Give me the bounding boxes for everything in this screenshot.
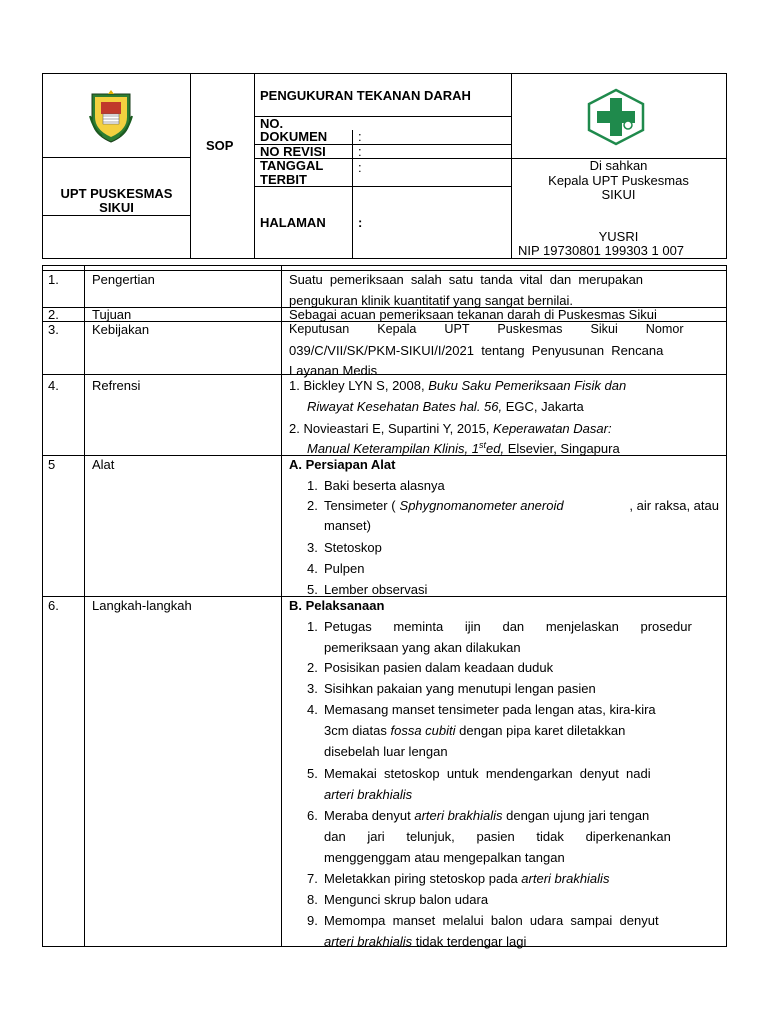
tanggal-label-2: TERBIT [260, 172, 307, 187]
halaman-value: : [358, 215, 363, 230]
alat-item-2-number: 2. [307, 498, 318, 513]
alat-item-1-text: Baki beserta alasnya [324, 478, 445, 493]
tanggal-label-1: TANGGAL [260, 158, 324, 173]
no-dokumen-value: : [358, 129, 362, 144]
row-3-text-line-3: Layanan Medis [289, 363, 378, 378]
step-7-number: 7. [307, 871, 318, 886]
alat-item-2-text: Tensimeter ( Sphygnomanometer aneroid , air raksa, atau [324, 498, 719, 513]
approval-line-1: Di sahkan [589, 158, 648, 173]
reference-1-line-2: Riwayat Kesehatan Bates hal. 56, EGC, Jakarta [307, 399, 584, 414]
step-3-text: Sisihkan pakaian yang menutupi lengan pasien [324, 681, 596, 696]
step-5-line-1: Memakai stetoskop untuk mendengarkan denyut nadi [324, 766, 651, 781]
row-3-number: 3. [48, 322, 59, 337]
no-dokumen-label-1: NO. [260, 116, 284, 131]
row-6-label: Langkah-langkah [92, 598, 192, 613]
step-1-number: 1. [307, 619, 318, 634]
reference-1-line-1: 1. Bickley LYN S, 2008, Buku Saku Pemeriksaan Fisik dan [289, 378, 627, 393]
step-7-text: Meletakkan piring stetoskop pada arteri brakhialis [324, 871, 610, 886]
row-2-text: Sebagai acuan pemeriksaan tekanan darah di Puskesmas Sikui [289, 307, 657, 322]
approver-nip: NIP 19730801 199303 1 007 [518, 243, 685, 258]
alat-item-5-text: Lember observasi [324, 582, 428, 597]
header-left-border [42, 73, 43, 259]
step-9-line-2: arteri brakhialis tidak terdengar lagi [324, 934, 527, 949]
body-row-line-3 [42, 374, 727, 375]
step-2-text: Posisikan pasien dalam keadaan duduk [324, 660, 554, 675]
approver-name: YUSRI [598, 229, 639, 244]
step-9-number: 9. [307, 913, 318, 928]
step-6-line-1: Meraba denyut arteri brakhialis dengan ujung jari tengan [324, 808, 650, 823]
alat-item-3-text: Stetoskop [324, 540, 382, 555]
org-name-line-1: UPT PUSKESMAS [60, 186, 173, 201]
row-1-text-line-1: Suatu pemeriksaan salah satu tanda vital dan merupakan [289, 272, 643, 287]
step-5-line-2: arteri brakhialis [324, 787, 413, 802]
reference-2-line-1: 2. Novieastari E, Supartini Y, 2015, Keperawatan Dasar: [289, 421, 612, 436]
document-title: PENGUKURAN TEKANAN DARAH [260, 88, 471, 103]
row-5-label: Alat [92, 457, 115, 472]
reference-2-line-2: Manual Keterampilan Klinis, 1sted, Elsevier, Singapura [307, 440, 620, 456]
no-dokumen-label-2: DOKUMEN [260, 129, 328, 144]
row-6-number: 6. [48, 598, 59, 613]
step-4-line-3: disebelah luar lengan [324, 744, 448, 759]
approval-line-2: Kepala UPT Puskesmas [548, 173, 689, 188]
step-6-line-2: dan jari telunjuk, pasien tidak diperkenankan [324, 829, 671, 844]
header-right-border [726, 73, 727, 259]
row-2-number: 2. [48, 307, 59, 322]
step-4-line-1: Memasang manset tensimeter pada lengan atas, kira-kira [324, 702, 656, 717]
no-revisi-value: : [358, 144, 362, 159]
approval-line-3: SIKUI [601, 187, 636, 202]
sop-label: SOP [206, 138, 234, 153]
alat-item-4-number: 4. [307, 561, 318, 576]
row-5-number: 5 [48, 457, 56, 472]
puskesmas-cross-logo [585, 88, 647, 146]
row-1-label: Pengertian [92, 272, 155, 287]
header-divider-3 [352, 130, 353, 259]
alat-heading: A. Persiapan Alat [289, 457, 396, 472]
step-1-line-1: Petugas meminta ijin dan menjelaskan prosedur [324, 619, 692, 634]
row-3-label: Kebijakan [92, 322, 150, 337]
header-left-row-line-1 [42, 157, 191, 158]
body-left-border [42, 265, 43, 947]
step-8-text: Mengunci skrup balon udara [324, 892, 489, 907]
tanggal-value: : [358, 160, 362, 175]
step-8-number: 8. [307, 892, 318, 907]
step-4-line-2: 3cm diatas fossa cubiti dengan pipa karet diletakkan [324, 723, 626, 738]
no-revisi-label: NO REVISI [260, 144, 326, 159]
body-top-border [42, 265, 727, 266]
step-3-number: 3. [307, 681, 318, 696]
step-4-number: 4. [307, 702, 318, 717]
header-bottom-border [42, 258, 727, 259]
regency-logo [88, 86, 134, 144]
body-row-line-0 [42, 270, 727, 271]
header-divider-1 [190, 73, 191, 259]
org-name-line-2: SIKUI [99, 200, 134, 215]
row-1-text-line-2: pengukuran klinik kuantitatif yang sangat bernilai. [289, 293, 574, 308]
header-mid-row-line-1 [254, 116, 512, 117]
body-col-divider-1 [84, 265, 85, 947]
header-left-row-line-2 [42, 215, 191, 216]
row-2-label: Tujuan [92, 307, 132, 322]
step-6-line-3: menggenggam atau mengepalkan tangan [324, 850, 565, 865]
step-9-line-1: Memompa manset melalui balon udara sampai denyut [324, 913, 659, 928]
row-3-text-line-2: 039/C/VII/SK/PKM-SIKUI/I/2021 tentang Penyusunan Rencana [289, 343, 664, 358]
step-2-number: 2. [307, 660, 318, 675]
alat-item-2-continued: manset) [324, 518, 371, 533]
step-5-number: 5. [307, 766, 318, 781]
step-6-number: 6. [307, 808, 318, 823]
row-3-text-line-1: Keputusan Kepala UPT Puskesmas Sikui Nomor [289, 322, 684, 336]
row-1-number: 1. [48, 272, 59, 287]
body-right-border [726, 265, 727, 947]
alat-item-4-text: Pulpen [324, 561, 365, 576]
row-4-label: Refrensi [92, 378, 141, 393]
alat-item-5-number: 5. [307, 582, 318, 597]
alat-item-1-number: 1. [307, 478, 318, 493]
step-1-line-2: pemeriksaan yang akan dilakukan [324, 640, 521, 655]
header-divider-2 [254, 73, 255, 259]
row-4-number: 4. [48, 378, 59, 393]
halaman-label: HALAMAN [260, 215, 326, 230]
pelaksanaan-heading: B. Pelaksanaan [289, 598, 385, 613]
header-top-border [42, 73, 727, 74]
alat-item-3-number: 3. [307, 540, 318, 555]
body-col-divider-2 [281, 265, 282, 947]
